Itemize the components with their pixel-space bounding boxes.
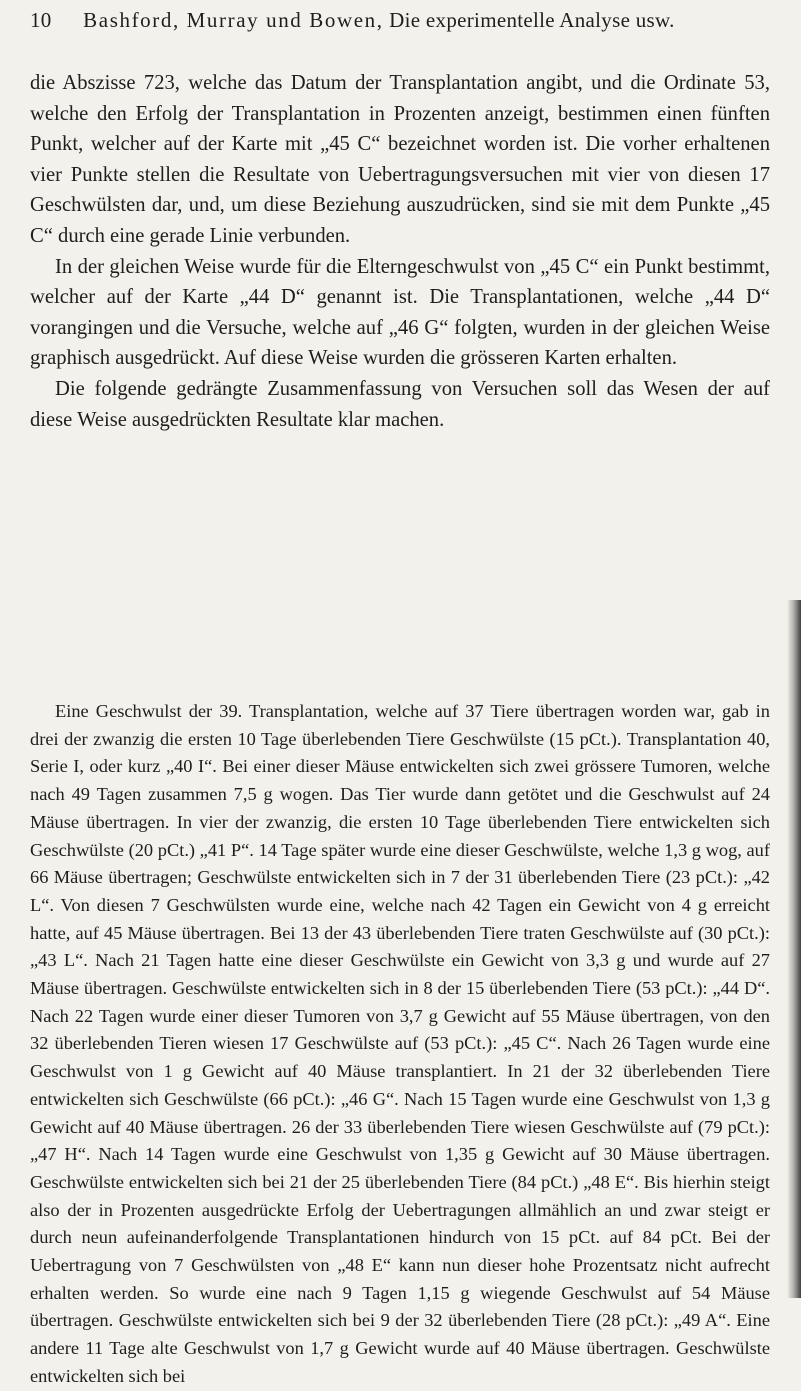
- page-edge-shadow: [787, 600, 801, 1298]
- running-head-title: Die experimentelle Analyse usw.: [389, 8, 675, 32]
- intro-paragraph: In der gleichen Weise wurde für die Elterngeschwulst von „45 C“ ein Punkt bestimmt, welcher auf der Karte „44 D“ genannt ist. Die Transplantationen, welche „44 D“ vorangingen und die Versuche, welche auf „46 G“ folgten, wurden in der gleichen Weise graphisch ausgedrückt. Auf diese Weise wurden die grösseren Karten erhalten.: [30, 255, 770, 370]
- intro-text: [30, 68, 770, 435]
- intro-paragraph: Die folgende gedrängte Zusammenfassung von Versuchen soll das Wesen der auf diese Weise ausgedrückten Resultate klar machen.: [30, 377, 770, 431]
- summary-text: [30, 698, 770, 1391]
- running-head: [30, 8, 770, 33]
- running-head-authors: Bashford, Murray und Bowen,: [83, 8, 384, 32]
- page-number: 10: [30, 8, 52, 32]
- summary-paragraph: Eine Geschwulst der 39. Transplantation, welche auf 37 Tiere übertragen worden war, gab in drei der zwanzig die ersten 10 Tage überlebenden Tiere Geschwülste (15 pCt.). Transplantation 40, Serie I, oder kurz „40 I“. Bei einer dieser Mäuse entwickelten sich zwei grössere Tumoren, welche nach 49 Tagen zusammen 7,5 g wogen. Das Tier wurde dann getötet und die Geschwulst auf 24 Mäuse übertragen. In vier der zwanzig, die ersten 10 Tage überlebenden Tiere entwickelten sich Geschwülste (20 pCt.) „41 P“. 14 Tage später wurde eine dieser Geschwülste, welche 1,3 g wog, auf 66 Mäuse übertragen; Geschwülste entwickelten sich in 7 der 31 überlebenden Tiere (23 pCt.): „42 L“. Von diesen 7 Geschwülsten wurde eine, welche nach 42 Tagen ein Gewicht von 4 g erreicht hatte, auf 45 Mäuse übertragen. Bei 13 der 43 überlebenden Tiere traten Geschwülste auf (30 pCt.): „43 L“. Nach 21 Tagen hatte eine dieser Geschwülste ein Gewicht von 3,3 g und wurde auf 27 Mäuse übertragen. Geschwülste entwickelten sich in 8 der 15 überlebenden Tiere (53 pCt.): „44 D“. Nach 22 Tagen wurde einer dieser Tumoren von 3,7 g Gewicht auf 55 Mäuse übertragen, von den 32 überlebenden Tieren wiesen 17 Geschwülste auf (53 pCt.): „45 C“. Nach 26 Tagen wurde eine Geschwulst von 1 g Gewicht auf 40 Mäuse transplantiert. In 21 der 32 überlebenden Tiere entwickelten sich Geschwülste (66 pCt.): „46 G“. Nach 15 Tagen wurde eine Geschwulst von 1,3 g Gewicht auf 40 Mäuse übertragen. 26 der 33 überlebenden Tiere wiesen Geschwülste auf (79 pCt.): „47 H“. Nach 14 Tagen wurde eine Geschwulst von 1,35 g Gewicht auf 30 Mäuse übertragen. Geschwülste entwickelten sich bei 21 der 25 überlebenden Tiere (84 pCt.) „48 E“. Bis hierhin steigt also der in Prozenten ausgedrückte Erfolg der Uebertragungen allmählich an und zwar steigt er durch neun aufeinanderfolgende Transplantationen hindurch von 15 pCt. auf 84 pCt. Bei der Uebertragung von 7 Geschwülsten von „48 E“ kann nun dieser hohe Prozentsatz nicht aufrecht erhalten werden. So wurde eine nach 9 Tagen 1,15 g wiegende Geschwulst auf 54 Mäuse übertragen. Geschwülste entwickelten sich bei 9 der 32 überlebenden Tiere (28 pCt.): „49 A“. Eine andere 11 Tage alte Geschwulst von 1,7 g Gewicht wurde auf 40 Mäuse übertragen. Geschwülste entwickelten sich bei: [30, 701, 770, 1386]
- intro-paragraph: die Abszisse 723, welche das Datum der Transplantation angibt, und die Ordinate 53, welche den Erfolg der Transplantation in Prozenten anzeigt, bestimmen einen fünften Punkt, welcher auf der Karte mit „45 C“ bezeichnet worden ist. Die vorher erhaltenen vier Punkte stellen die Resultate von Uebertragungsversuchen mit vier von diesen 17 Geschwülsten dar, und, um diese Beziehung auszudrücken, sind sie mit dem Punkte „45 C“ durch eine gerade Linie verbunden.: [30, 72, 770, 247]
